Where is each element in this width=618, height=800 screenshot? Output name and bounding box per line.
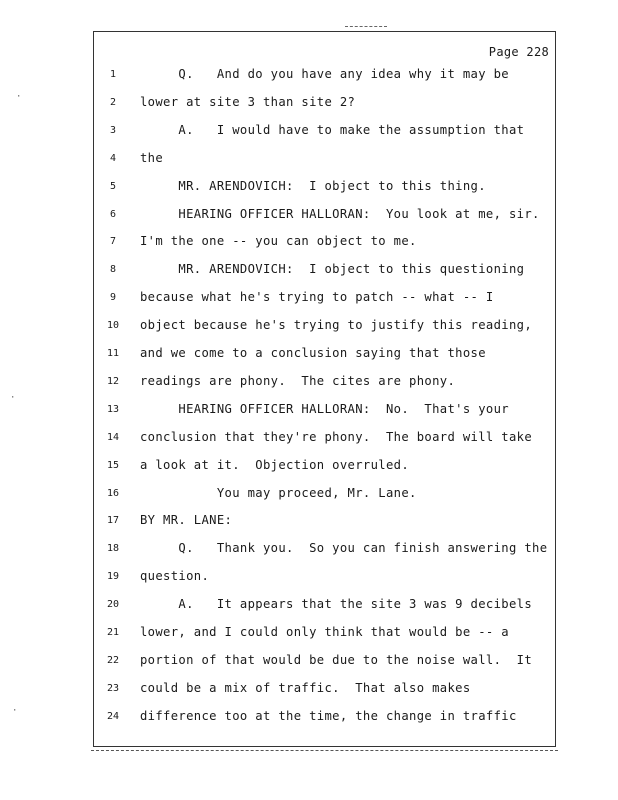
line-number: 18 <box>106 543 120 555</box>
transcript-line <box>94 512 555 532</box>
line-text: HEARING OFFICER HALLORAN: You look at me, sir. <box>140 206 540 221</box>
line-number: 6 <box>109 208 117 220</box>
transcript-line <box>94 596 555 616</box>
transcript-line <box>94 540 555 560</box>
line-text: MR. ARENDOVICH: I object to this questioning <box>140 262 525 277</box>
line-number: 24 <box>106 710 120 722</box>
line-text: A. I would have to make the assumption that <box>140 122 525 137</box>
transcript-line <box>94 708 555 728</box>
scan-speck: · <box>12 706 18 716</box>
line-number: 8 <box>109 264 117 276</box>
transcript-line <box>94 401 555 421</box>
scan-speck: · <box>16 92 22 102</box>
line-text: readings are phony. The cites are phony. <box>140 373 456 388</box>
line-text: conclusion that they're phony. The board will take <box>140 429 533 444</box>
line-text: difference too at the time, the change in traffic <box>140 708 517 723</box>
transcript-line <box>94 373 555 393</box>
line-text: lower, and I could only think that would be -- a <box>140 625 509 639</box>
transcript-line <box>94 345 555 365</box>
line-number: 1 <box>109 69 117 80</box>
transcript-line <box>94 680 555 700</box>
transcript-line <box>94 624 555 644</box>
line-text: A. It appears that the site 3 was 9 decibels <box>140 597 533 612</box>
line-number: 7 <box>109 236 117 248</box>
transcript-line <box>94 150 555 170</box>
line-text: and we come to a conclusion saying that those <box>140 346 486 360</box>
line-number: 11 <box>106 348 120 359</box>
transcript-line <box>94 178 555 198</box>
line-text: because what he's trying to patch -- what -- I <box>140 290 494 305</box>
line-text: object because he's trying to justify this reading, <box>140 318 533 333</box>
line-number: 10 <box>106 320 120 332</box>
line-number: 13 <box>106 403 120 415</box>
line-number: 14 <box>106 431 120 443</box>
transcript-line <box>94 289 555 309</box>
transcript-line <box>94 94 555 114</box>
scan-speck: · <box>10 393 16 403</box>
line-text: lower at site 3 than site 2? <box>140 94 356 109</box>
line-text: Q. Thank you. So you can finish answering the <box>140 541 548 556</box>
transcript-line <box>94 206 555 226</box>
transcript-line <box>94 122 555 142</box>
line-number: 16 <box>106 487 120 499</box>
line-number: 15 <box>106 459 120 471</box>
line-text: question. <box>140 569 210 584</box>
line-number: 22 <box>106 654 120 666</box>
transcript-line <box>94 568 555 588</box>
line-text: I'm the one -- you can object to me. <box>140 234 417 249</box>
line-number: 5 <box>109 180 117 192</box>
transcript-line <box>94 66 555 86</box>
line-number: 9 <box>109 292 117 304</box>
transcript-line <box>94 317 555 337</box>
line-text: You may proceed, Mr. Lane. <box>140 485 417 500</box>
line-number: 2 <box>109 96 117 108</box>
transcript-line <box>94 652 555 672</box>
line-number: 3 <box>109 124 117 136</box>
line-text: a look at it. Objection overruled. <box>140 457 410 472</box>
transcript-line <box>94 429 555 449</box>
line-number: 19 <box>106 571 120 583</box>
line-text: BY MR. LANE: <box>140 513 233 528</box>
line-text: MR. ARENDOVICH: I object to this thing. <box>140 178 486 193</box>
line-text: portion of that would be due to the noise wall. It <box>140 652 533 667</box>
line-text: HEARING OFFICER HALLORAN: No. That's your <box>140 401 509 416</box>
line-number: 4 <box>109 152 117 164</box>
transcript-line <box>94 261 555 281</box>
line-number: 12 <box>106 375 120 387</box>
transcript-line <box>94 457 555 477</box>
line-number: 17 <box>106 515 120 527</box>
page-number: Page 228 <box>488 45 549 59</box>
transcript-line <box>94 485 555 505</box>
top-edge-mark <box>345 26 387 27</box>
line-number: 21 <box>106 627 120 638</box>
transcript-line <box>94 233 555 253</box>
line-text: the <box>140 150 164 165</box>
transcript-page <box>93 31 556 747</box>
line-number: 23 <box>106 682 120 694</box>
line-text: Q. And do you have any idea why it may be <box>140 67 509 81</box>
line-number: 20 <box>106 599 120 611</box>
line-text: could be a mix of traffic. That also makes <box>140 680 471 695</box>
